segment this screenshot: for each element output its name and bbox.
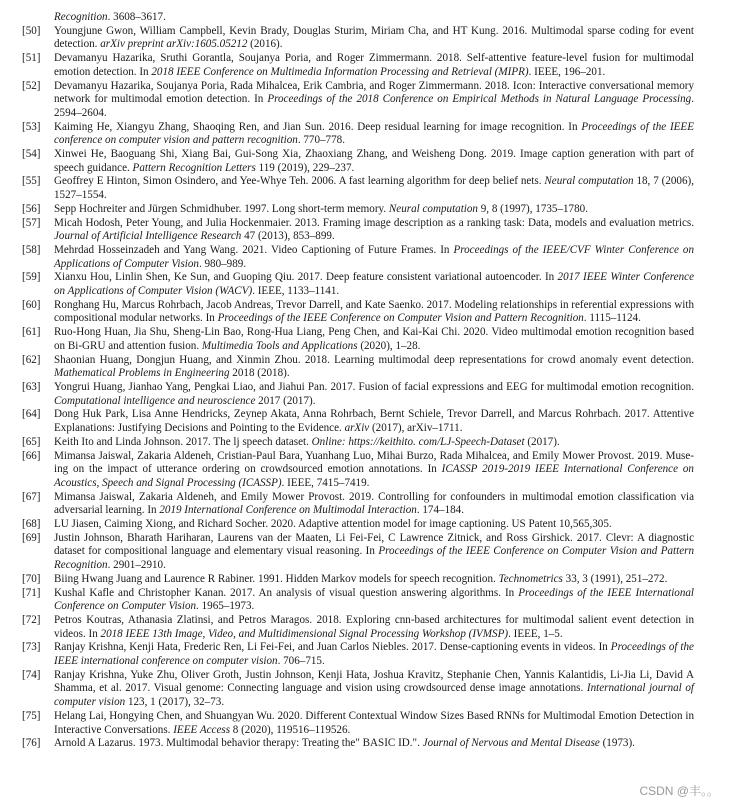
reference-entry (22, 641, 694, 668)
reference-venue: Proceedings of the IEEE international conference on computer vision (54, 641, 694, 668)
reference-text: 8 (2020), 119516–119526. (230, 723, 351, 736)
reference-text: Ronghang Hu, Marcus Rohrbach, Jacob Andreas, Trevor Darrell, and Kate Saenko. 2017. Modeling relationships in referential expressions with compositional modular networks. In (54, 298, 694, 325)
reference-body (54, 52, 694, 79)
csdn-watermark: CSDN @丰。。 (639, 784, 719, 798)
reference-text: . IEEE, 1133–1141. (252, 285, 340, 298)
reference-list (22, 11, 694, 751)
reference-text: Yongrui Huang, Jianhao Yang, Pengkai Liao, and Jiahui Pan. 2017. Fusion of facial expressions and EEG for multimodal emotion recognition. (54, 380, 694, 393)
reference-entry (22, 217, 694, 244)
reference-venue: Mathematical Problems in Engineering (54, 367, 230, 380)
reference-text: . IEEE, 1–5. (508, 627, 563, 640)
reference-entry (22, 25, 694, 52)
reference-text: 18, 7 (2006), 1527–1554. (54, 175, 694, 202)
reference-text: Justin Johnson, Bharath Hariharan, Laurens van der Maaten, Li Fei-Fei, C Lawrence Zitnick, and Ross Girshick. 2017. Clevr: A diagnostic dataset for compositional language and elementary visual reasoning. In (54, 531, 694, 558)
reference-venue: Proceedings of the IEEE conference on computer vision and pattern recognition (54, 120, 694, 147)
reference-text: (2020), 1–28. (357, 339, 421, 352)
reference-body (54, 25, 694, 52)
reference-entry (22, 436, 694, 450)
reference-text: . IEEE, 7415–7419. (281, 476, 370, 489)
reference-text: . 770–778. (297, 134, 345, 147)
reference-entry (22, 244, 694, 271)
reference-number: [62] (22, 353, 41, 366)
reference-body (54, 641, 694, 668)
reference-entry (22, 408, 694, 435)
reference-text: . 2594–2604. (54, 93, 694, 119)
reference-entry (22, 573, 694, 587)
reference-number: [70] (22, 572, 41, 585)
reference-number: [61] (22, 326, 41, 339)
reference-body (54, 203, 694, 217)
reference-venue: 2018 IEEE 13th Image, Video, and Multidimensional Signal Processing Workshop (IVMSP) (100, 627, 509, 640)
reference-text: Devamanyu Hazarika, Soujanya Poria, Rada Mihalcea, Erik Cambria, and Roger Zimmermann. 2018. Icon: Interactive conversational memory network for multimodal emotion detection. In (54, 79, 694, 106)
reference-text: . IEEE, 196–201. (528, 65, 606, 78)
reference-text: Kaiming He, Xiangyu Zhang, Shaoqing Ren, and Jian Sun. 2016. Deep residual learning for image recognition. In (54, 120, 582, 133)
reference-venue: Multimedia Tools and Applications (201, 339, 358, 352)
reference-text: Devamanyu Hazarika, Sruthi Gorantla, Soujanya Poria, and Roger Zimmermann. 2018. Self-attentive feature-level fusion for multimodal emotion detection. In (54, 52, 694, 78)
reference-text: Youngjune Gwon, William Campbell, Kevin Brady, Douglas Sturim, Miriam Cha, and HT Kung. 2016. Multimodal sparse coding for event detection. (54, 24, 694, 51)
reference-entry (22, 450, 694, 491)
reference-text: (2017), arXiv–1711. (369, 422, 463, 435)
reference-number: [67] (22, 490, 41, 503)
reference-text: . 2901–2910. (107, 559, 166, 572)
reference-entry (22, 491, 694, 518)
reference-body (54, 148, 694, 175)
reference-body (54, 710, 694, 737)
reference-number: [57] (22, 216, 41, 229)
reference-entry (22, 271, 694, 298)
reference-text: . 1115–1124. (583, 312, 641, 325)
reference-number: [56] (22, 202, 41, 215)
reference-text: Dong Huk Park, Lisa Anne Hendricks, Zeynep Akata, Anna Rohrbach, Bernt Schiele, Trevor Darrell, and Marcus Rohrbach. 2017. Attentive Explanations: Justifying Decisions and Pointing to the Evidence. (54, 408, 694, 435)
reference-number: [63] (22, 380, 41, 393)
reference-body (54, 244, 694, 271)
reference-text: Petros Koutras, Athanasia Zlatinsi, and Petros Maragos. 2018. Exploring cnn-based architectures for multimodal salient event detection in videos. In (54, 613, 694, 640)
reference-text: . 1965–1973. (196, 600, 255, 613)
reference-venue: Neural computation (388, 202, 478, 215)
reference-number: [69] (22, 531, 41, 544)
reference-entry (22, 614, 694, 641)
reference-text: Biing Hwang Juang and Laurence R Rabiner. 1991. Hidden Markov models for speech recognition. (54, 572, 499, 585)
reference-number: [68] (22, 518, 41, 531)
reference-text: . 706–715. (277, 655, 325, 668)
reference-venue: 2017 IEEE Winter Conference on Applications of Computer Vision (WACV) (54, 271, 695, 298)
reference-body (54, 614, 694, 641)
reference-entry (22, 80, 694, 121)
reference-text: 119 (2019), 229–237. (255, 161, 355, 174)
reference-text: (2016). (247, 38, 283, 51)
reference-number: [54] (22, 148, 41, 161)
reference-text: Helang Lai, Hongying Chen, and Shuangyan Wu. 2020. Different Contextual Window Sizes Based RNNs for Multimodal Emotion Detection in Interactive Conversations. (54, 709, 694, 736)
reference-text: Ruo-Hong Huan, Jia Shu, Sheng-Lin Bao, Rong-Hua Liang, Peng Chen, and Kai-Kai Chi. 2020. Video multimodal emotion recognition based on Bi-GRU and attention fusion. (54, 326, 694, 352)
reference-body (54, 491, 694, 518)
reference-text: (2017). (524, 435, 560, 448)
reference-number: [76] (22, 737, 41, 750)
reference-entry (22, 326, 694, 353)
reference-number: [74] (22, 668, 41, 681)
reference-venue: arXiv (344, 422, 370, 435)
reference-entry (22, 587, 694, 614)
reference-body (54, 326, 694, 353)
reference-entry (22, 148, 694, 175)
reference-text: Mimansa Jaiswal, Zakaria Aldeneh, and Emily Mower Provost. 2019. Controlling for confounders in multimodal emotion classification via adversarial learning. In (54, 490, 694, 517)
reference-body (54, 217, 694, 244)
reference-body (54, 436, 694, 450)
reference-text: 2018 (2018). (229, 367, 290, 380)
reference-venue: 2019 International Conference on Multimodal Interaction (159, 504, 417, 517)
reference-venue: Proceedings of the IEEE Conference on Computer Vision and Pattern Recognition (217, 312, 584, 325)
reference-entry (22, 52, 694, 79)
reference-number: [65] (22, 435, 41, 448)
reference-text: Geoffrey E Hinton, Simon Osindero, and Yee-Whye Teh. 2006. A fast learning algorithm for deep belief nets. (54, 175, 545, 188)
reference-number: [52] (22, 79, 41, 92)
reference-text: Mimansa Jaiswal, Zakaria Aldeneh, Cristian-Paul Bara, Yuanhang Luo, Mihai Burzo, Rada Mihalcea, and Emily Mower Provost. 2019. Muse-ing on the impact of utterance ordering on crowdsourced emotion annotations. In (54, 449, 694, 476)
reference-text: 9, 8 (1997), 1735–1780. (477, 202, 588, 215)
reference-venue: ICASSP 2019-2019 IEEE International Conference on Acoustics, Speech and Signal Processing (ICASSP) (54, 463, 694, 489)
reference-number: [72] (22, 613, 41, 626)
reference-venue: International journal of computer vision (54, 682, 695, 709)
reference-entry (22, 710, 694, 737)
reference-venue: IEEE Access (173, 723, 231, 736)
reference-text: . 980–989. (198, 257, 247, 270)
reference-text: Keith Ito and Linda Johnson. 2017. The lj speech dataset. (54, 435, 312, 448)
reference-body (54, 450, 694, 491)
reference-text: Mehrdad Hosseinzadeh and Yang Wang. 2021. Video Captioning of Future Frames. In (54, 243, 454, 256)
reference-venue: Pattern Recognition Letters (132, 161, 256, 174)
reference-body (54, 573, 694, 587)
reference-entry (22, 121, 694, 148)
reference-text: . 174–184. (416, 504, 464, 517)
reference-entry (22, 381, 694, 408)
reference-venue: arXiv preprint arXiv:1605.05212 (100, 38, 248, 51)
reference-entry (22, 737, 694, 751)
reference-number: [75] (22, 709, 41, 722)
reference-text: Kushal Kafle and Christopher Kanan. 2017. An analysis of visual question answering algorithms. In (54, 586, 519, 599)
reference-text: . 3608–3617. (107, 11, 166, 23)
reference-body (54, 408, 694, 435)
reference-venue: Journal of Artificial Intelligence Research (54, 230, 242, 243)
reference-number: [51] (22, 52, 41, 65)
reference-number: [73] (22, 641, 41, 654)
reference-body (54, 121, 694, 148)
reference-text: Ranjay Krishna, Yuke Zhu, Oliver Groth, Justin Johnson, Kenji Hata, Joshua Kravitz, Stephanie Chen, Yannis Kalantidis, Li-Jia Li, David A Shamma, et al. 2017. Visual genome: Connecting language and vision using crowdsourced dense image annotations. (54, 668, 694, 695)
reference-text: (1973). (599, 737, 635, 750)
reference-venue: Proceedings of the 2018 Conference on Empirical Methods in Natural Language Processing (267, 93, 692, 106)
reference-text: Arnold A Lazarus. 1973. Multimodal behavior therapy: Treating the" BASIC ID.". (54, 737, 423, 750)
reference-venue: Proceedings of the IEEE Conference on Computer Vision and Pattern Recognition (54, 545, 694, 572)
reference-text: Sepp Hochreiter and Jürgen Schmidhuber. 1997. Long short-term memory. (54, 202, 389, 215)
reference-text: Xinwei He, Baoguang Shi, Xiang Bai, Gui-Song Xia, Zhaoxiang Zhang, and Weisheng Dong. 2019. Image caption generation with part of speech guidance. (54, 148, 694, 174)
reference-entry (22, 299, 694, 326)
reference-entry (22, 518, 694, 532)
reference-continuation (22, 11, 694, 25)
reference-entry (22, 175, 694, 202)
reference-text: Xianxu Hou, Linlin Shen, Ke Sun, and Guoping Qiu. 2017. Deep feature consistent variational autoencoder. In (54, 271, 558, 284)
reference-number: [66] (22, 449, 41, 462)
reference-body (54, 532, 694, 573)
reference-body (54, 354, 694, 381)
reference-body (54, 299, 694, 326)
reference-text: Shaonian Huang, Dongjun Huang, and Xinmin Zhou. 2018. Learning multimodal deep representations for crowd anomaly event detection. (54, 353, 694, 366)
reference-number: [55] (22, 175, 41, 188)
reference-number: [59] (22, 271, 41, 284)
reference-body (54, 518, 694, 532)
reference-entry (22, 669, 694, 710)
reference-venue: Proceedings of the IEEE/CVF Winter Conference on Applications of Computer Vision (54, 243, 694, 270)
reference-text: 2017 (2017). (255, 394, 316, 407)
reference-venue: Proceedings of the IEEE International Conference on Computer Vision (54, 586, 695, 613)
reference-text: Ranjay Krishna, Kenji Hata, Frederic Ren, Li Fei-Fei, and Juan Carlos Niebles. 2017. Dense-captioning events in videos. In (54, 641, 611, 654)
reference-venue: Neural computation (544, 175, 634, 188)
reference-text: 33, 3 (1991), 251–272. (562, 572, 668, 585)
reference-venue: Journal of Nervous and Mental Disease (422, 737, 600, 750)
reference-text: 47 (2013), 853–899. (241, 230, 335, 243)
reference-text: Micah Hodosh, Peter Young, and Julia Hockenmaier. 2013. Framing image description as a ranking task: Data, models and evaluation metrics. (54, 216, 694, 229)
reference-entry (22, 532, 694, 573)
reference-number: [58] (22, 243, 41, 256)
reference-body (54, 587, 694, 614)
reference-body (54, 669, 694, 710)
reference-venue: Computational intelligence and neuroscience (54, 394, 256, 407)
reference-number: [60] (22, 298, 41, 311)
reference-entry (22, 354, 694, 381)
reference-number: [71] (22, 586, 41, 599)
reference-entry (22, 203, 694, 217)
reference-text: 123, 1 (2017), 32–73. (125, 696, 225, 709)
reference-number: [64] (22, 408, 41, 421)
reference-number: [53] (22, 120, 41, 133)
reference-number: [50] (22, 24, 41, 37)
reference-venue: Online: https://keithito. com/LJ-Speech-Dataset (311, 435, 525, 448)
reference-venue: 2018 IEEE Conference on Multimedia Information Processing and Retrieval (MIPR) (151, 65, 529, 78)
reference-body (54, 271, 694, 298)
reference-body (54, 737, 694, 751)
reference-body (54, 381, 694, 408)
reference-body (54, 80, 694, 121)
reference-text: LU Jiasen, Caiming Xiong, and Richard Socher. 2020. Adaptive attention model for image captioning. US Patent 10,565,305. (54, 518, 612, 531)
reference-venue: Technometrics (498, 572, 563, 585)
reference-body (54, 175, 694, 202)
reference-venue: Recognition (54, 11, 108, 23)
